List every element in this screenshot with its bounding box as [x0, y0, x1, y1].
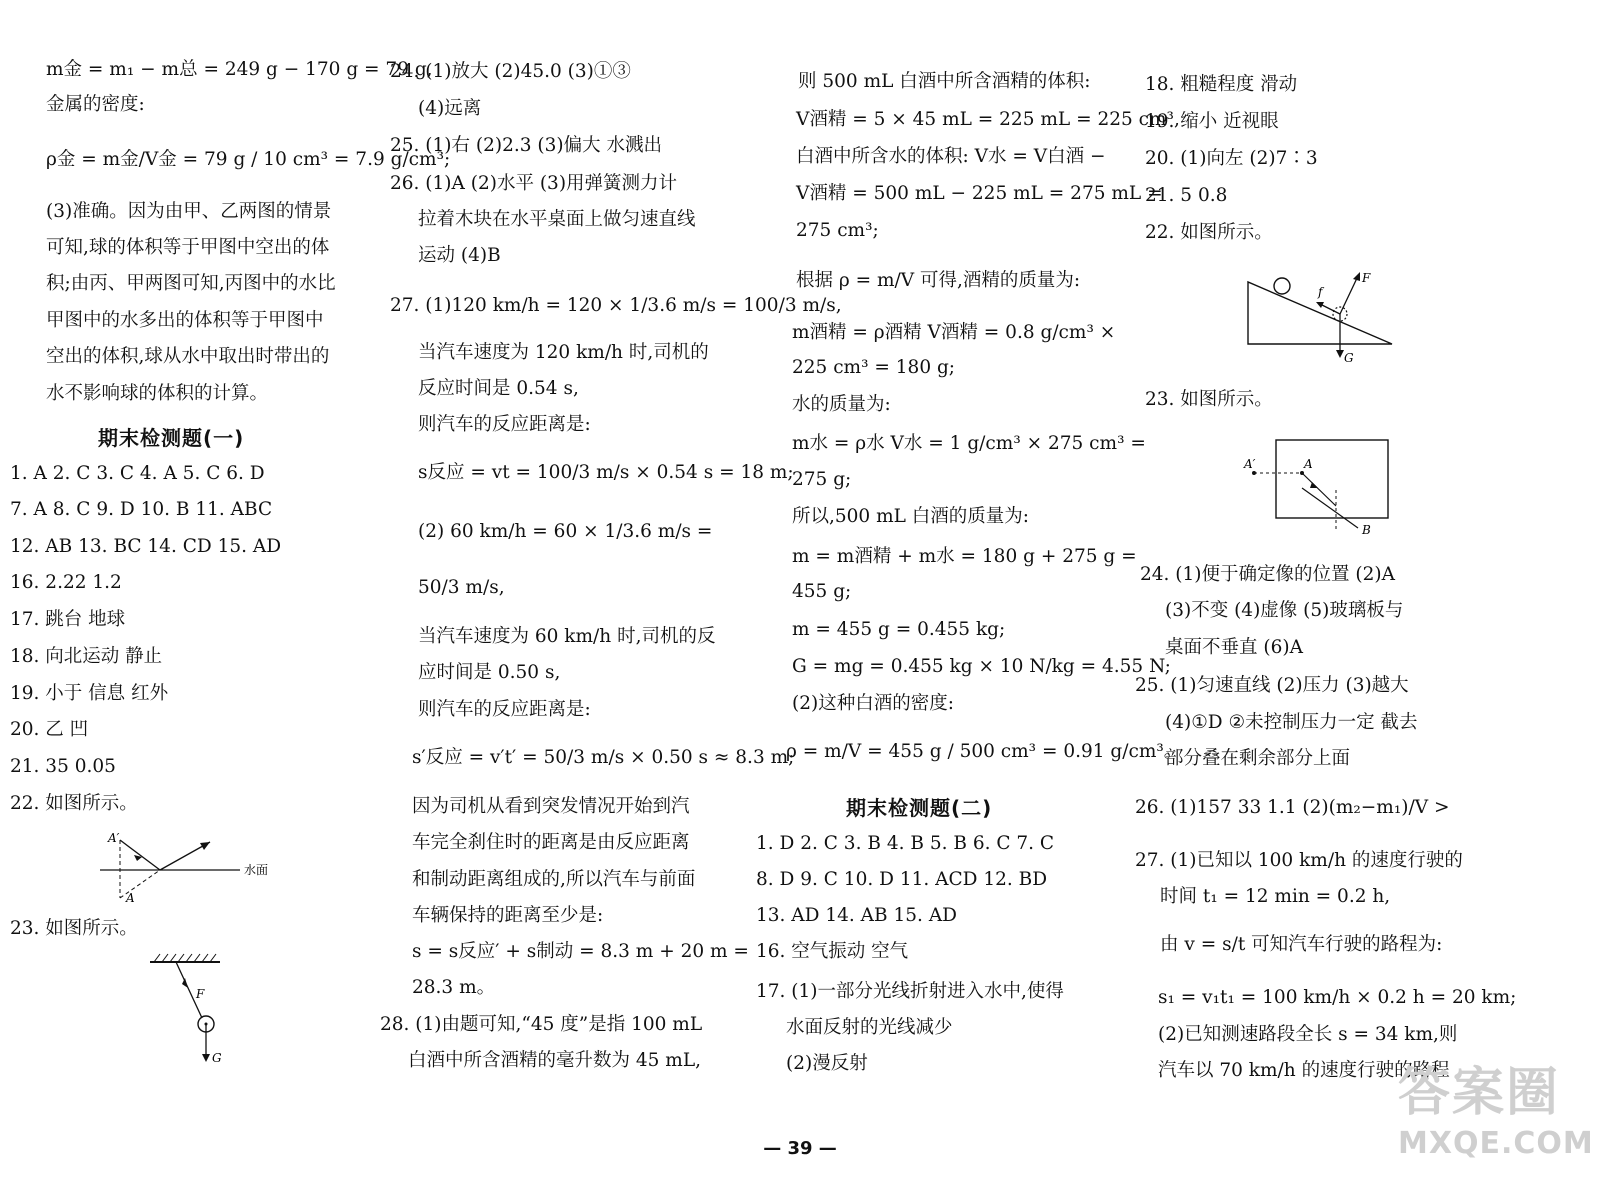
text-line: 部分叠在剩余部分上面 [1165, 748, 1351, 769]
label-g-weight: G [1344, 351, 1354, 365]
text-line: 运动 (4)B [418, 245, 501, 266]
text-line: 汽车以 70 km/h 的速度行驶的路程 [1158, 1060, 1450, 1081]
text-line: s = s反应′ + s制动 = 8.3 m + 20 m = [412, 941, 749, 962]
text-line: 12. AB 13. BC 14. CD 15. AD [10, 536, 282, 557]
text-line: 20. (1)向左 (2)7∶3 [1145, 148, 1318, 169]
text-line: 22. 如图所示。 [1145, 222, 1273, 243]
text-line: 水的质量为: [792, 394, 891, 415]
text-line: 当汽车速度为 60 km/h 时,司机的反 [418, 626, 716, 647]
text-line: 桌面不垂直 (6)A [1165, 637, 1303, 658]
text-line: s₁ = v₁t₁ = 100 km/h × 0.2 h = 20 km; [1158, 987, 1517, 1008]
text-line: 50/3 m/s, [418, 577, 505, 598]
watermark-site: MXQE.COM [1398, 1126, 1594, 1161]
text-line: (2)已知测速路段全长 s = 34 km,则 [1158, 1024, 1458, 1045]
text-line: 空出的体积,球从水中取出时带出的 [46, 346, 330, 367]
text-line: 金属的密度: [46, 94, 145, 115]
label-a: A [1304, 457, 1313, 471]
text-line: V酒精 = 500 mL − 225 mL = 275 mL = [796, 183, 1163, 204]
text-line: s′反应 = v′t′ = 50/3 m/s × 0.50 s ≈ 8.3 m; [412, 747, 795, 768]
label-water-surface: 水面 [244, 863, 269, 877]
text-line: 26. (1)A (2)水平 (3)用弹簧测力计 [390, 173, 678, 194]
text-line: (4)①D ②未控制压力一定 截去 [1165, 712, 1418, 733]
text-line: 应时间是 0.50 s, [418, 662, 561, 683]
text-line: 积;由丙、甲两图可知,丙图中的水比 [46, 273, 336, 294]
text-line: 23. 如图所示。 [1145, 389, 1273, 410]
text-line: (3)不变 (4)虚像 (5)玻璃板与 [1165, 600, 1404, 621]
text-line: 27. (1)已知以 100 km/h 的速度行驶的 [1135, 850, 1463, 871]
label-friction: f [1318, 285, 1323, 299]
text-line: 18. 向北运动 静止 [10, 646, 163, 667]
text-line: m = m酒精 + m水 = 180 g + 275 g = [792, 546, 1137, 567]
text-line: ρ金 = m金/V金 = 79 g / 10 cm³ = 7.9 g/cm³; [46, 149, 451, 170]
text-line: 27. (1)120 km/h = 120 × 1/3.6 m/s = 100/3 m/s, [390, 295, 842, 316]
watermark [1398, 1062, 1598, 1180]
text-line: m金 = m₁ − m总 = 249 g − 170 g = 79 g, [46, 59, 433, 80]
text-line: 则汽车的反应距离是: [418, 414, 591, 435]
text-line: 21. 5 0.8 [1145, 185, 1228, 206]
text-line: 275 cm³; [796, 220, 879, 241]
text-line: 7. A 8. C 9. D 10. B 11. ABC [10, 499, 273, 520]
text-line: 17. 跳台 地球 [10, 609, 126, 630]
pendulum-diagram [140, 950, 250, 1070]
text-line: 水面反射的光线减少 [786, 1017, 953, 1038]
text-line: 当汽车速度为 120 km/h 时,司机的 [418, 342, 709, 363]
page-number: — 39 — [763, 1138, 837, 1159]
text-line: 17. (1)一部分光线折射进入水中,使得 [756, 981, 1064, 1002]
text-line: 18. 粗糙程度 滑动 [1145, 74, 1298, 95]
text-line: 21. 35 0.05 [10, 756, 116, 777]
label-f: F [196, 987, 205, 1001]
text-line: 白酒中所含水的体积: V水 = V白酒 − [796, 146, 1106, 167]
text-line: 22. 如图所示。 [10, 793, 138, 814]
text-line: s反应 = vt = 100/3 m/s × 0.54 s = 18 m; [418, 462, 794, 483]
section-heading: 期末检测题(二) [846, 796, 993, 820]
text-line: 25. (1)右 (2)2.3 (3)偏大 水溅出 [390, 135, 662, 156]
text-line: 455 g; [792, 581, 852, 602]
text-line: ρ = m/V = 455 g / 500 cm³ = 0.91 g/cm³。 [786, 741, 1183, 762]
text-line: (2)漫反射 [786, 1053, 868, 1074]
text-line: 因为司机从看到突发情况开始到汽 [412, 796, 690, 817]
text-line: 8. D 9. C 10. D 11. ACD 12. BD [756, 869, 1048, 890]
text-line: 24. (1)放大 (2)45.0 (3)①③ [390, 61, 631, 82]
text-line: 19. 缩小 近视眼 [1145, 111, 1279, 132]
text-line: 根据 ρ = m/V 可得,酒精的质量为: [796, 270, 1081, 291]
text-line: 水不影响球的体积的计算。 [46, 383, 269, 404]
text-line: m = 455 g = 0.455 kg; [792, 619, 1006, 640]
section-heading: 期末检测题(一) [98, 426, 245, 450]
reflection-diagram [90, 822, 290, 902]
text-line: 25. (1)匀速直线 (2)压力 (3)越大 [1135, 675, 1409, 696]
text-line: 车完全刹住时的距离是由反应距离 [412, 832, 690, 853]
incline-diagram [1240, 262, 1405, 367]
text-line: 225 cm³ = 180 g; [792, 357, 956, 378]
label-f-force: F [1362, 271, 1371, 285]
text-line: 1. D 2. C 3. B 4. B 5. B 6. C 7. C [756, 833, 1055, 854]
text-line: 反应时间是 0.54 s, [418, 378, 579, 399]
text-line: (3)准确。因为由甲、乙两图的情景 [46, 201, 332, 222]
text-line: 28.3 m。 [412, 977, 496, 998]
text-line: 则汽车的反应距离是: [418, 699, 591, 720]
mirror-box-diagram [1240, 430, 1410, 540]
text-line: 拉着木块在水平桌面上做匀速直线 [418, 209, 696, 230]
text-line: 1. A 2. C 3. C 4. A 5. C 6. D [10, 463, 265, 484]
text-line: (4)远离 [418, 98, 482, 119]
text-line: 20. 乙 凹 [10, 719, 89, 740]
label-a: A [126, 891, 135, 902]
text-line: 和制动距离组成的,所以汽车与前面 [412, 869, 696, 890]
text-line: m水 = ρ水 V水 = 1 g/cm³ × 275 cm³ = [792, 433, 1146, 454]
watermark-logo: 答案圈 [1398, 1063, 1561, 1123]
label-a-prime: A′ [108, 831, 120, 845]
text-line: 19. 小于 信息 红外 [10, 683, 169, 704]
text-line: V酒精 = 5 × 45 mL = 225 mL = 225 cm³, [796, 109, 1180, 130]
text-line: 甲图中的水多出的体积等于甲图中 [46, 310, 324, 331]
text-line: G = mg = 0.455 kg × 10 N/kg = 4.55 N; [792, 656, 1171, 677]
text-line: 所以,500 mL 白酒的质量为: [792, 506, 1030, 527]
text-line: 则 500 mL 白酒中所含酒精的体积: [798, 71, 1091, 92]
text-line: 可知,球的体积等于甲图中空出的体 [46, 237, 330, 258]
text-line: 16. 2.22 1.2 [10, 572, 122, 593]
label-a-prime: A′ [1244, 457, 1256, 471]
text-line: 白酒中所含酒精的毫升数为 45 mL, [408, 1050, 702, 1071]
label-b: B [1362, 523, 1371, 537]
text-line: 26. (1)157 33 1.1 (2)(m₂−m₁)/V > [1135, 797, 1450, 818]
text-line: 24. (1)便于确定像的位置 (2)A [1140, 564, 1395, 585]
label-g: G [212, 1051, 222, 1065]
text-line: m酒精 = ρ酒精 V酒精 = 0.8 g/cm³ × [792, 322, 1116, 343]
text-line: 时间 t₁ = 12 min = 0.2 h, [1160, 886, 1391, 907]
text-line: 13. AD 14. AB 15. AD [756, 905, 958, 926]
text-line: 28. (1)由题可知,“45 度”是指 100 mL [380, 1014, 703, 1035]
text-line: 275 g; [792, 469, 852, 490]
text-line: (2)这种白酒的密度: [792, 693, 954, 714]
text-line: 23. 如图所示。 [10, 918, 138, 939]
text-line: 16. 空气振动 空气 [756, 941, 909, 962]
text-line: 由 v = s/t 可知汽车行驶的路程为: [1160, 934, 1443, 955]
text-line: (2) 60 km/h = 60 × 1/3.6 m/s = [418, 521, 713, 542]
text-line: 车辆保持的距离至少是: [412, 905, 604, 926]
